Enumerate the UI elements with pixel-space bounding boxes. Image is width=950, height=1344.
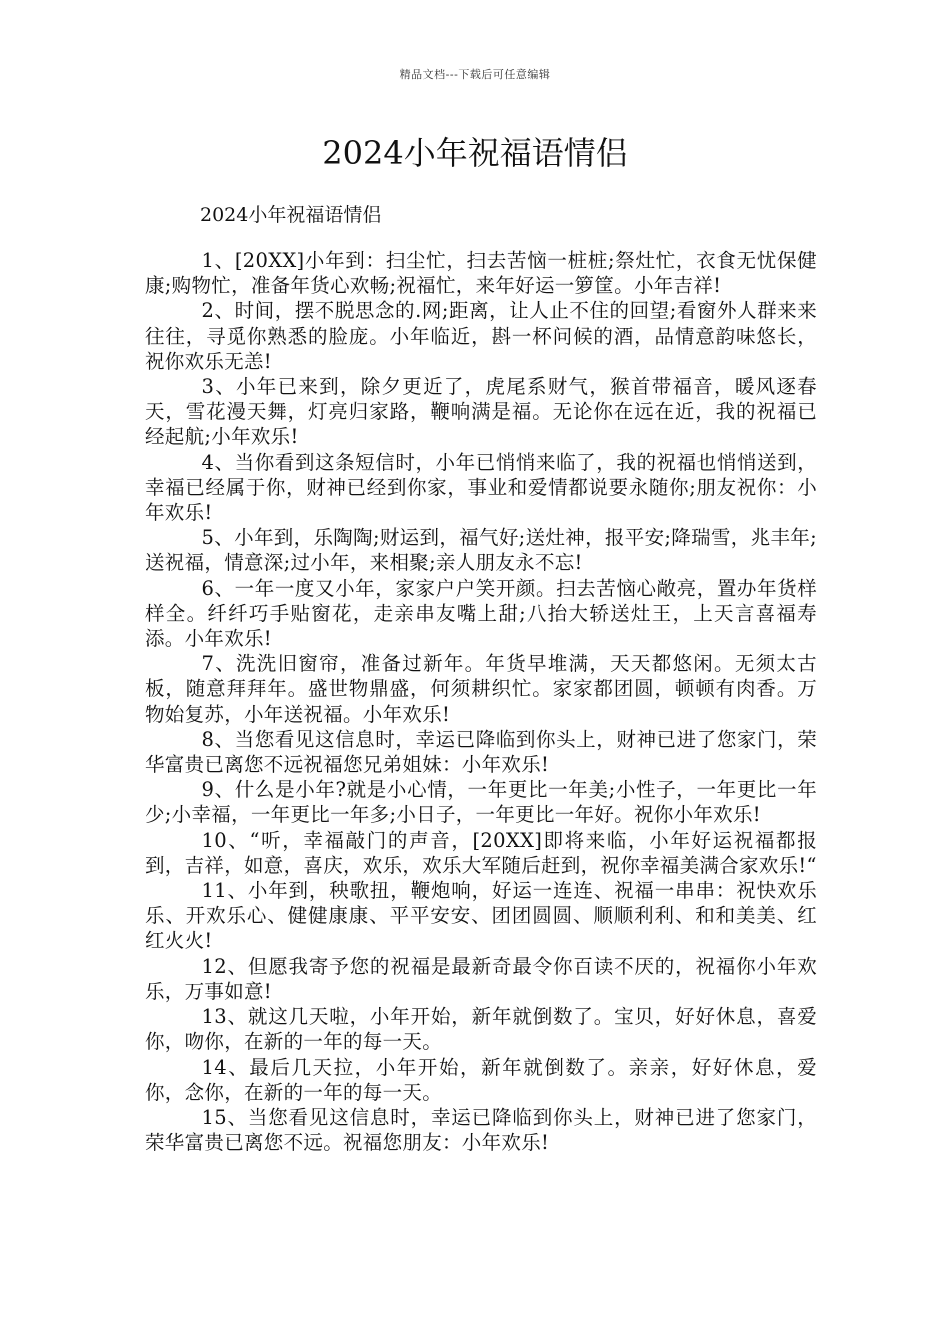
paragraph-3: 3、小年已来到，除夕更近了，虎尾系财气，猴首带福音，暖风逐春天，雪花漫天舞，灯亮归家路，鞭响满是福。无论你在远在近，我的祝福已经起航;小年欢乐! (145, 375, 817, 449)
paragraph-9: 9、什么是小年?就是小心情，一年更比一年美;小性子，一年更比一年少;小幸福，一年更比一年多;小日子，一年更比一年好。祝你小年欢乐! (145, 778, 817, 827)
paragraph-12: 12、但愿我寄予您的祝福是最新奇最令你百读不厌的，祝福你小年欢乐，万事如意! (145, 954, 817, 1003)
paragraph-1: 1、[20XX]小年到：扫尘忙，扫去苦恼一桩桩;祭灶忙，衣食无忧保健康;购物忙，准备年货心欢畅;祝福忙，来年好运一箩筐。小年吉祥! (145, 249, 817, 298)
paragraph-13: 13、就这几天啦，小年开始，新年就倒数了。宝贝，好好休息，喜爱你，吻你，在新的一年的每一天。 (145, 1005, 817, 1054)
paragraph-2: 2、时间，摆不脱思念的.网;距离，让人止不住的回望;看窗外人群来来往往，寻觅你熟悉的脸庞。小年临近，斟一杯问候的酒，品情意韵味悠长，祝你欢乐无恙! (145, 299, 817, 373)
paragraph-8: 8、当您看见这信息时，幸运已降临到你头上，财神已进了您家门，荣华富贵已离您不远祝福您兄弟姐妹：小年欢乐! (145, 727, 817, 777)
subtitle: 2024小年祝福语情侣 (200, 204, 382, 226)
paragraph-10: 10、“听，幸福敲门的声音，[20XX]即将来临，小年好运祝福都报到，吉祥，如意，喜庆，欢乐，欢乐大军随后赶到，祝你幸福美满合家欢乐!“ (145, 828, 817, 877)
paragraph-5: 5、小年到，乐陶陶;财运到，福气好;送灶神，报平安;降瑞雪，兆丰年;送祝福，情意深;过小年，来相聚;亲人朋友永不忘! (145, 526, 817, 575)
page-title: 2024小年祝福语情侣 (322, 134, 628, 172)
paragraph-6: 6、一年一度又小年，家家户户笑开颜。扫去苦恼心敞亮，置办年货样样全。纤纤巧手贴窗花，走亲串友嘴上甜;八抬大轿送灶王，上天言喜福寿添。小年欢乐! (145, 576, 817, 651)
paragraph-14: 14、最后几天拉，小年开始，新年就倒数了。亲亲，好好休息，爱你，念你，在新的一年的每一天。 (145, 1055, 817, 1104)
paragraph-7: 7、洗洗旧窗帘，准备过新年。年货早堆满，天天都悠闲。无须太古板，随意拜拜年。盛世物鼎盛，何须耕织忙。家家都团圆，顿顿有肉香。万物始复苏，小年送祝福。小年欢乐! (145, 652, 817, 726)
paragraph-15: 15、当您看见这信息时，幸运已降临到你头上，财神已进了您家门，荣华富贵已离您不远。祝福您朋友：小年欢乐! (145, 1105, 817, 1155)
header-note: 精品文档---下载后可任意编辑 (399, 68, 551, 81)
paragraph-11: 11、小年到，秧歌扭，鞭炮响，好运一连连、祝福一串串：祝快欢乐乐、开欢乐心、健健康康、平平安安、团团圆圆、顺顺利利、和和美美、红红火火! (145, 879, 817, 953)
body-content (145, 248, 817, 1155)
paragraph-4: 4、当你看到这条短信时，小年已悄悄来临了，我的祝福也悄悄送到，幸福已经属于你，财神已经到你家，事业和爱情都说要永随你;朋友祝你：小年欢乐! (145, 450, 817, 525)
